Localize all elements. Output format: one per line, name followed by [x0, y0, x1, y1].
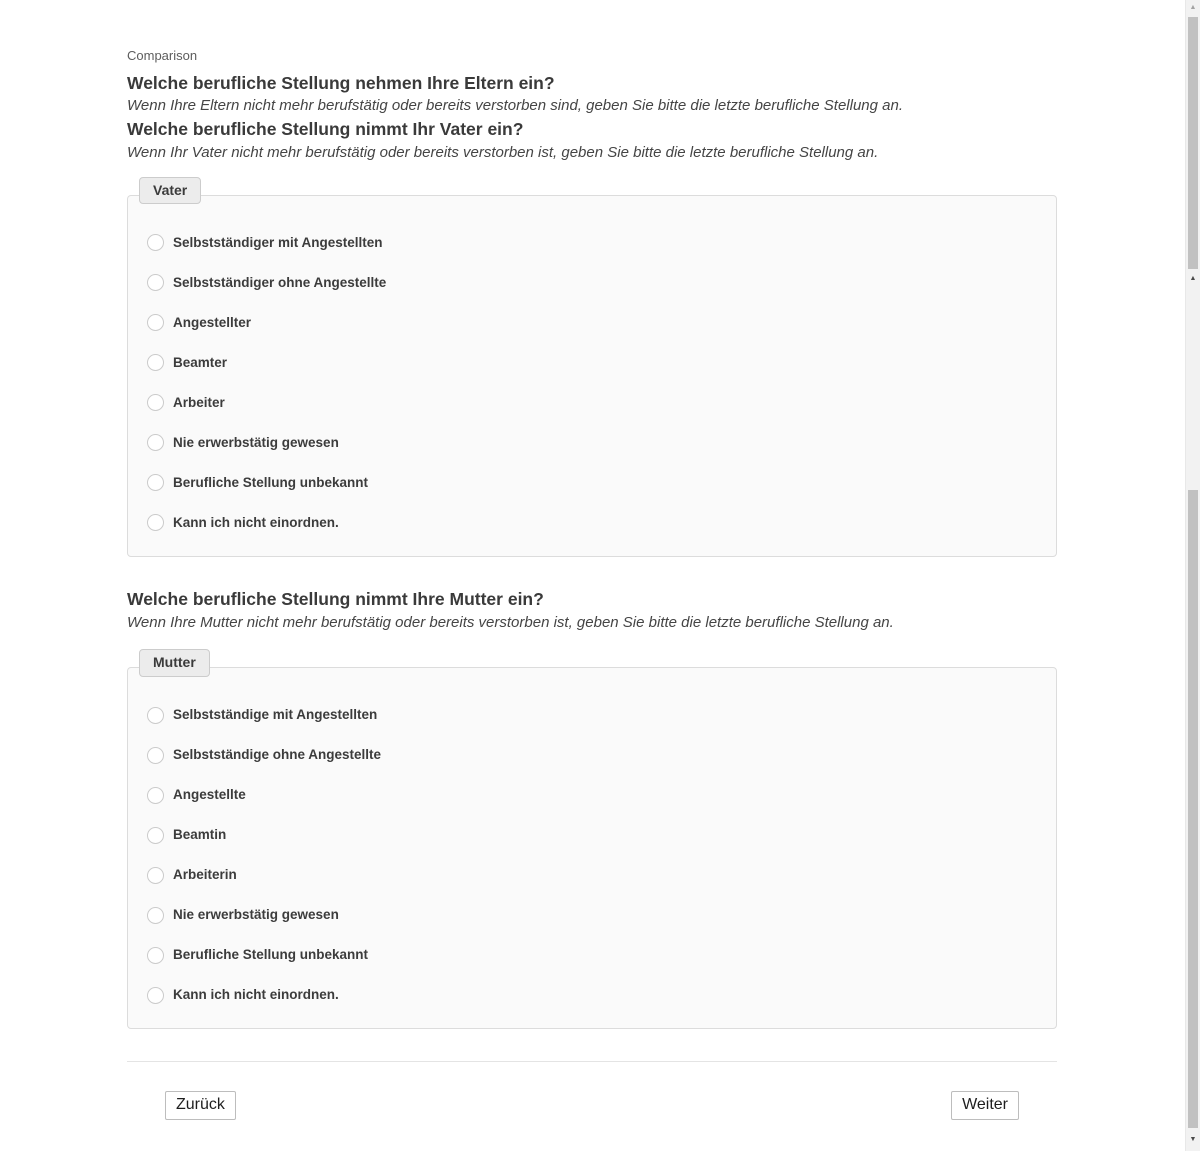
radio-button[interactable] [147, 827, 164, 844]
radio-button[interactable] [147, 747, 164, 764]
radio-button[interactable] [147, 514, 164, 531]
radio-button[interactable] [147, 787, 164, 804]
radio-option-mother-5[interactable] [147, 895, 1036, 935]
survey-page [127, 0, 1057, 1120]
radio-option-mother-0[interactable] [147, 695, 1036, 735]
radio-option-label: Kann ich nicht einordnen. [173, 987, 339, 1003]
next-button[interactable]: Weiter [951, 1091, 1019, 1119]
father-fieldset-legend: Vater [139, 177, 201, 205]
navigation-row [127, 1091, 1057, 1119]
radio-button[interactable] [147, 314, 164, 331]
radio-option-father-2[interactable] [147, 303, 1036, 343]
radio-option-label: Selbstständige ohne Angestellte [173, 747, 382, 763]
radio-button[interactable] [147, 707, 164, 724]
question-hint-father: Wenn Ihr Vater nicht mehr berufstätig oder bereits verstorben ist, geben Sie bitte die letzte berufliche Stellung an. [127, 144, 879, 162]
radio-option-label: Berufliche Stellung unbekannt [173, 474, 369, 490]
radio-button[interactable] [147, 394, 164, 411]
radio-button[interactable] [147, 274, 164, 291]
radio-option-father-4[interactable] [147, 383, 1036, 423]
radio-button[interactable] [147, 474, 164, 491]
radio-option-label: Angestellte [173, 787, 246, 803]
radio-option-father-6[interactable] [147, 463, 1036, 503]
radio-option-father-1[interactable] [147, 263, 1036, 303]
radio-option-father-0[interactable] [147, 223, 1036, 263]
radio-button[interactable] [147, 434, 164, 451]
scroll-up-icon[interactable]: ▲ [1189, 275, 1197, 282]
footer-divider [127, 1061, 1057, 1062]
radio-option-mother-2[interactable] [147, 775, 1036, 815]
question-hint-parents: Wenn Ihre Eltern nicht mehr berufstätig oder bereits verstorben sind, geben Sie bitte die letzte berufliche Stellung an. [127, 97, 904, 115]
radio-option-label: Beamtin [173, 827, 227, 843]
radio-button[interactable] [147, 907, 164, 924]
scrollbar-thumb-upper[interactable] [1188, 17, 1198, 269]
father-options-fieldset [127, 181, 1057, 557]
question-title-parents: Welche berufliche Stellung nehmen Ihre Eltern ein? [127, 72, 555, 93]
scroll-down-icon[interactable]: ▼ [1189, 1136, 1197, 1143]
mother-fieldset-legend: Mutter [139, 649, 210, 677]
radio-option-label: Angestellter [173, 314, 252, 330]
radio-option-father-5[interactable] [147, 423, 1036, 463]
radio-button[interactable] [147, 867, 164, 884]
radio-option-label: Beamter [173, 354, 228, 370]
radio-option-mother-4[interactable] [147, 855, 1036, 895]
radio-button[interactable] [147, 987, 164, 1004]
breadcrumb: Comparison [127, 48, 198, 63]
question-hint-mother: Wenn Ihre Mutter nicht mehr berufstätig oder bereits verstorben ist, geben Sie bitte die letzte berufliche Stellung an. [127, 613, 894, 631]
radio-option-label: Nie erwerbstätig gewesen [173, 434, 339, 450]
question-title-father: Welche berufliche Stellung nimmt Ihr Vater ein? [127, 119, 524, 140]
question-title-mother: Welche berufliche Stellung nimmt Ihre Mutter ein? [127, 588, 544, 609]
radio-option-mother-6[interactable] [147, 935, 1036, 975]
scroll-up-icon[interactable]: ▲ [1189, 4, 1197, 11]
radio-option-label: Arbeiter [173, 394, 225, 410]
radio-button[interactable] [147, 354, 164, 371]
radio-option-label: Arbeiterin [173, 867, 237, 883]
radio-option-father-3[interactable] [147, 343, 1036, 383]
radio-button[interactable] [147, 947, 164, 964]
radio-option-label: Kann ich nicht einordnen. [173, 514, 339, 530]
scrollbar-thumb-lower[interactable] [1188, 490, 1198, 1128]
radio-option-mother-7[interactable] [147, 975, 1036, 1015]
radio-option-father-7[interactable] [147, 503, 1036, 543]
radio-option-label: Selbstständiger ohne Angestellte [173, 274, 387, 290]
radio-option-label: Selbstständige mit Angestellten [173, 707, 378, 723]
back-button[interactable]: Zurück [165, 1091, 236, 1119]
scrollbar-track[interactable] [1185, 0, 1200, 1151]
radio-button[interactable] [147, 234, 164, 251]
radio-option-label: Berufliche Stellung unbekannt [173, 947, 369, 963]
radio-option-mother-3[interactable] [147, 815, 1036, 855]
radio-option-mother-1[interactable] [147, 735, 1036, 775]
radio-option-label: Nie erwerbstätig gewesen [173, 907, 339, 923]
mother-options-fieldset [127, 654, 1057, 1029]
radio-option-label: Selbstständiger mit Angestellten [173, 234, 383, 250]
